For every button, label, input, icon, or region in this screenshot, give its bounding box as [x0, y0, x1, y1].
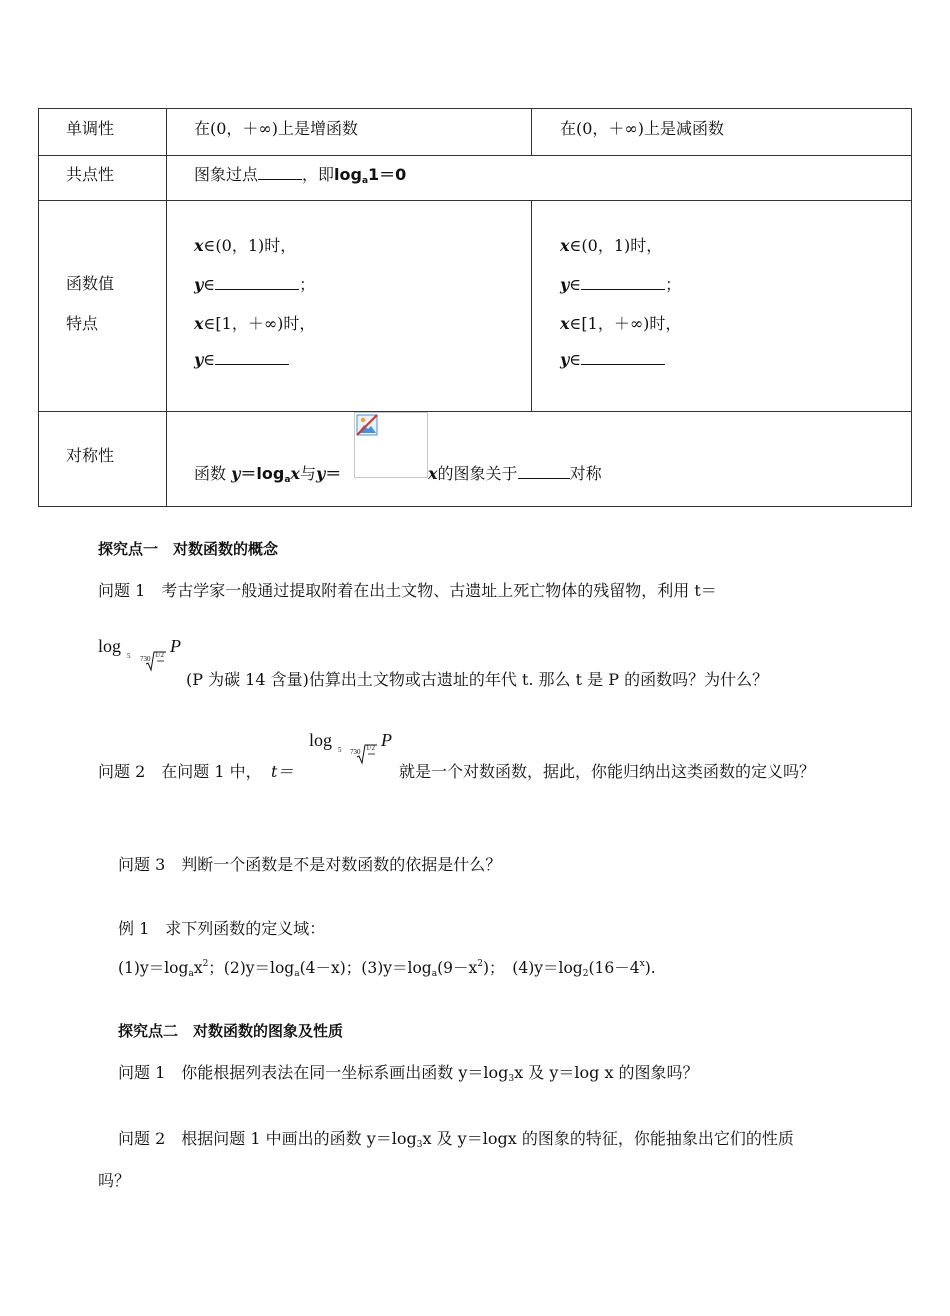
formula-log: log [309, 730, 333, 750]
ex-part4: )； (4)y＝log [483, 959, 583, 977]
interval-text: ∈(0，1)时， [569, 236, 663, 255]
sub: 3 [508, 1074, 515, 1084]
section1-q1-line1: 问题 1 考古学家一般通过提取附着在出土文物、古遗址上死亡物体的残留物，利用 t＝ [98, 581, 717, 600]
log-eq: ＝log [240, 464, 285, 483]
value-b-line4 [560, 350, 665, 369]
value-a-line1 [194, 233, 296, 256]
row-label-value-l1: 函数值 [66, 274, 115, 293]
common-point-post: ，即 [302, 165, 335, 184]
sub: a [431, 969, 438, 979]
radicand-text: 1/2 [155, 651, 164, 659]
blank-fill [518, 464, 570, 479]
section2-q1 [118, 1060, 699, 1084]
interval-text: ∈[1，＋∞)时， [569, 314, 682, 333]
blank-fill [215, 275, 299, 290]
row-label-value-l2: 特点 [66, 314, 99, 333]
ex-part3b: (9－x [437, 959, 478, 977]
var-y: y [315, 464, 326, 483]
q2-text-b: x 及 y＝logx 的图象的特征，你能抽象出它们的性质 [422, 1129, 794, 1148]
ex-part2b: (4－x)；(3)y＝log [299, 959, 432, 977]
monotonicity-a-lt-1: 在(0，＋∞)上是减函数 [560, 119, 724, 138]
semicolon: ； [299, 275, 316, 294]
formula-log: log [98, 636, 122, 656]
blank-fill [258, 165, 302, 180]
q1-text: 问题 1 你能根据列表法在同一坐标系画出函数 y＝log [118, 1063, 509, 1082]
row-label-symmetry: 对称性 [66, 446, 115, 465]
formula-p: P [381, 730, 392, 750]
interval-text: ∈[1，＋∞)时， [203, 314, 316, 333]
formula-p: P [170, 636, 181, 656]
log-text: log [334, 165, 362, 184]
ex-part4b: (16－4 [588, 959, 640, 977]
interval-text: ∈(0，1)时， [203, 236, 297, 255]
symmetry-and: 与 [299, 464, 316, 483]
var-y: y [194, 275, 204, 294]
image-placeholder-icon [356, 414, 378, 436]
log-base: a [284, 475, 291, 485]
radicand-text: 1/2 [366, 744, 375, 752]
section2-q2 [118, 1126, 794, 1150]
q2-text: 问题 2 根据问题 1 中画出的函数 y＝log [118, 1129, 417, 1148]
sub: 2 [582, 969, 589, 979]
section2-title: 探究点二 对数函数的图象及性质 [118, 1022, 344, 1040]
symmetry-end: 对称 [569, 464, 602, 483]
var-y: y [231, 464, 241, 483]
sub: a [294, 969, 300, 979]
blank-fill [581, 275, 665, 290]
formula-radicand [155, 651, 164, 659]
blank-fill [581, 350, 665, 365]
section2-q2-cont: 吗？ [98, 1171, 131, 1190]
var-x: x [194, 314, 204, 333]
var-y: y [560, 350, 570, 369]
semicolon: ； [665, 275, 682, 294]
example1-parts [118, 956, 656, 979]
sub: a [188, 969, 194, 979]
in-symbol: ∈ [203, 350, 216, 369]
sup: 2 [477, 959, 483, 969]
ex-part1: (1)y＝log [118, 959, 189, 977]
log-tail: 1＝0 [368, 165, 407, 184]
q1-text-b: x 及 y＝log x 的图象吗？ [514, 1063, 699, 1082]
in-symbol: ∈ [569, 275, 582, 294]
ex-part2: ；(2)y＝log [208, 959, 295, 977]
ex-part1b: x [193, 959, 203, 977]
symmetry-pre: 函数 [194, 464, 227, 483]
var-x: x [560, 236, 570, 255]
sup: x [639, 959, 645, 969]
var-x: x [290, 464, 300, 483]
value-a-line3 [194, 311, 315, 334]
sub: 3 [416, 1140, 423, 1150]
var-y: y [560, 275, 570, 294]
value-b-line1 [560, 233, 662, 256]
section1-q2-post: 就是一个对数函数，据此，你能归纳出这类函数的定义吗？ [399, 762, 816, 781]
monotonicity-a-gt-1: 在(0，＋∞)上是增函数 [194, 119, 358, 138]
row-label-common-point: 共点性 [66, 165, 115, 184]
section1-q2-t: t＝ [271, 762, 294, 781]
log-base: a [361, 176, 369, 186]
equals: ＝ [325, 464, 342, 483]
formula-root-index: 730 [140, 655, 151, 663]
common-point-pre: 图象过点 [194, 165, 259, 184]
symmetry-post: 的图象关于 [437, 464, 518, 483]
row-label-monotonicity: 单调性 [66, 119, 115, 138]
common-point-text [194, 162, 406, 186]
var-y: y [194, 350, 204, 369]
in-symbol: ∈ [203, 275, 216, 294]
var-x: x [194, 236, 204, 255]
formula-base: 5 [127, 652, 131, 660]
value-a-line2 [194, 272, 315, 295]
sup: 2 [202, 959, 209, 969]
section1-title: 探究点一 对数函数的概念 [98, 540, 279, 558]
value-a-line4 [194, 350, 289, 369]
broken-image-icon [354, 412, 428, 478]
example1-title: 例 1 求下列函数的定义域： [118, 919, 326, 938]
var-x: x [428, 464, 438, 483]
value-b-line2 [560, 272, 681, 295]
section1-q1-line2: (P 为碳 14 含量)估算出土文物或古遗址的年代 t. 那么 t 是 P 的函数吗？为什么？ [186, 670, 769, 689]
symmetry-text-left [194, 461, 341, 485]
value-b-line3 [560, 311, 681, 334]
blank-fill [215, 350, 289, 365]
section1-q3: 问题 3 判断一个函数是不是对数函数的依据是什么？ [118, 855, 502, 874]
formula-radicand [366, 744, 375, 752]
ex-part4-end: ). [644, 959, 656, 977]
in-symbol: ∈ [569, 350, 582, 369]
symmetry-text-right [428, 461, 602, 484]
var-x: x [560, 314, 570, 333]
formula-base: 5 [338, 746, 342, 754]
formula-root-index: 730 [350, 748, 361, 756]
section1-q2-pre: 问题 2 在问题 1 中， [98, 762, 262, 781]
